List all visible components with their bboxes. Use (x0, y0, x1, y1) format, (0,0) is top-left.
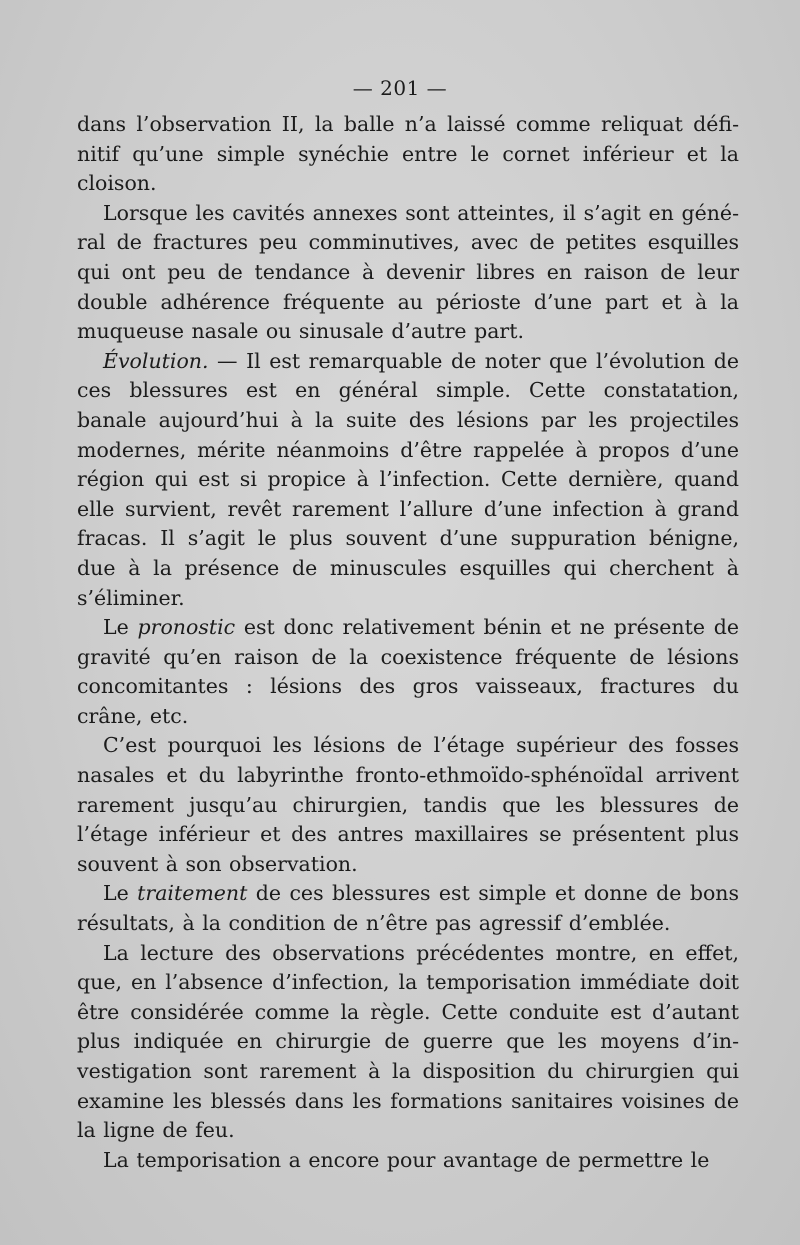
paragraph-3 (77, 347, 739, 613)
page-number: — 201 — (352, 76, 448, 100)
paragraph-1 (77, 110, 739, 199)
paragraph-8 (77, 1146, 739, 1176)
paragraph-7-text: La lecture des observations précédentes montre, en effet, que, en l’absence d’infection, la temporisation immédiate doit être considérée comme la règle. Cette conduite est d’autant plus indiquée en chirurgie de guerre que les moyens d’investigation sont rarement à la disposition du chirurgien qui examine les blessés dans les formations sanitaires voisines de la ligne de feu. (77, 940, 739, 1143)
paragraph-1-text: dans l’observation II, la balle n’a laissé comme reliquat définitif qu’une simple synéchie entre le cornet inférieur et la cloison. (77, 112, 739, 196)
paragraph-2-text: Lorsque les cavités annexes sont atteintes, il s’agit en général de fractures peu comminutives, avec de petites esquilles qui ont peu de tendance à devenir libres en raison de leur double adhérence fréquente au périoste d’une part et à la muqueuse nasale ou sinusale d’autre part. (77, 200, 739, 344)
paragraph-4 (77, 613, 739, 731)
paragraph-4-text: est donc relativement bénin et ne présente de gravité qu’en raison de la coexistence fréquente de lésions concomitantes : lésions des gros vaisseaux, fractures du crâne, etc. (77, 615, 739, 728)
paragraph-8-text: La temporisation a encore pour avantage de permettre le (103, 1147, 710, 1172)
paragraph-5 (77, 731, 739, 879)
term-traitement: traitement (137, 881, 248, 906)
paragraph-6-lead: Le (103, 881, 138, 906)
paragraph-3-text: — Il est remarquable de noter que l’évolution de ces blessures est en général simple. Cette constatation, banale aujourd’hui à la suite des lésions par les projectiles modernes, mérite néanmoins d’être rappelée à propos d’une région qui est si propice à l’infection. Cette dernière, quand elle survient, revêt rarement l’allure d’une infection à grand fracas. Il s’agit le plus souvent d’une suppuration bénigne, due à la présence de minuscules esquilles qui cherchent à s’éliminer. (77, 348, 739, 610)
paragraph-6 (77, 879, 739, 938)
heading-evolution: Évolution. (103, 348, 209, 373)
paragraph-4-lead: Le (103, 615, 138, 640)
body-text (77, 110, 739, 1175)
paragraph-7 (77, 939, 739, 1146)
paragraph-2 (77, 199, 739, 347)
paragraph-6-text: de ces blessures est simple et donne de bons résultats, à la condition de n’être pas agressif d’emblée. (77, 881, 740, 936)
paragraph-5-text: C’est pourquoi les lésions de l’étage supérieur des fosses nasales et du labyrinthe fronto-ethmoïdo-sphénoïdal arrivent rarement jusqu’au chirurgien, tandis que les blessures de l’étage inférieur et des antres maxillaires se présentent plus souvent à son observation. (77, 733, 739, 876)
term-pronostic: pronostic (137, 615, 236, 640)
